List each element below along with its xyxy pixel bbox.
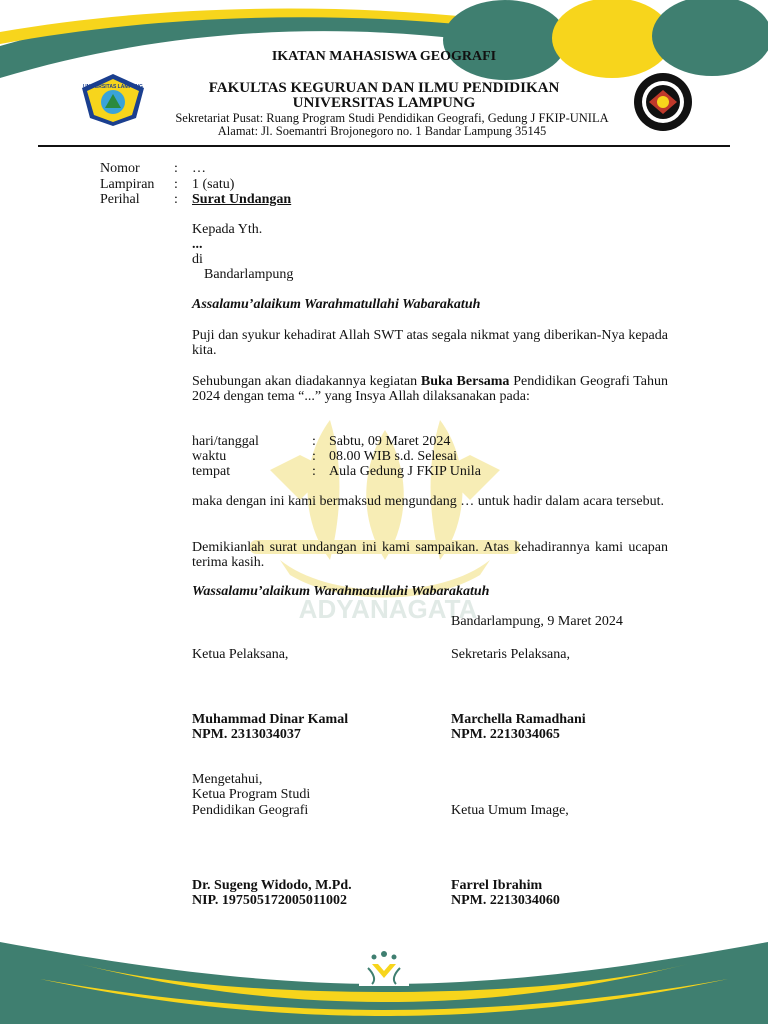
detail-value-place: Aula Gedung J FKIP Unila (329, 464, 481, 479)
left-signer-name: Muhammad Dinar Kamal (192, 712, 349, 727)
acknowledge-role-2: Pendidikan Geografi (192, 803, 309, 818)
paragraph-4: Demikianlah surat undangan ini kami sampaikan. Atas kehadirannya kami ucapan terima kasih. (192, 540, 668, 570)
detail-colon: : (312, 449, 316, 464)
header-rule (38, 145, 730, 147)
acknowledge-role-1: Ketua Program Studi (192, 787, 311, 802)
nomor-value: … (192, 161, 206, 176)
footer-decoration (0, 924, 768, 1024)
detail-colon: : (312, 434, 316, 449)
recipient-city: Bandarlampung (204, 267, 294, 282)
event-name: Buka Bersama (420, 374, 510, 389)
footer-emblem-icon (359, 946, 409, 986)
nomor-colon: : (174, 161, 178, 176)
detail-value-date: Sabtu, 09 Maret 2024 (329, 434, 451, 449)
paragraph-3: maka dengan ini kami bermaksud mengundang … untuk hadir dalam acara tersebut. (192, 494, 664, 509)
logo-left-caption: UNIVERSITAS LAMPUNG (83, 84, 143, 90)
right-signer-name: Marchella Ramadhani (451, 712, 586, 727)
right-signer-name-2: Farrel Ibrahim (451, 878, 543, 893)
detail-label-place: tempat (192, 464, 231, 479)
left-signer-name-2: Dr. Sugeng Widodo, M.Pd. (192, 878, 352, 893)
paragraph-2: Sehubungan akan diadakannya kegiatan Buka Bersama Pendidikan Geografi Tahun 2024 dengan tema “...” yang Insya Allah dilaksanakan pada: (192, 374, 669, 404)
perihal-label: Perihal (100, 192, 140, 207)
left-signer-id: NPM. 2313034037 (192, 727, 301, 742)
header-address-1: Sekretariat Pusat: Ruang Program Studi Pendidikan Geografi, Gedung J FKIP-UNILA (175, 111, 609, 125)
left-signer-id-2: NIP. 197505172005011002 (192, 893, 348, 908)
opening-salam: Assalamu’alaikum Warahmatullahi Wabarakatuh (192, 297, 481, 312)
detail-value-time: 08.00 WIB s.d. Selesai (329, 449, 458, 464)
nomor-label: Nomor (100, 161, 140, 176)
lampiran-value: 1 (satu) (192, 177, 235, 192)
place-date: Bandarlampung, 9 Maret 2024 (451, 614, 623, 629)
left-role: Ketua Pelaksana, (192, 647, 289, 662)
right-signer-id-2: NPM. 2213034060 (451, 893, 560, 908)
recipient-name: ... (192, 237, 203, 252)
right-role: Sekretaris Pelaksana, (451, 647, 570, 662)
perihal-value: Surat Undangan (192, 192, 292, 207)
header-line-2: FAKULTAS KEGURUAN DAN ILMU PENDIDIKAN (208, 80, 560, 96)
detail-label-date: hari/tanggal (192, 434, 259, 449)
detail-label-time: waktu (192, 449, 227, 464)
lampiran-colon: : (174, 177, 178, 192)
recipient-greeting: Kepada Yth. (192, 222, 263, 237)
header-line-1: IKATAN MAHASISWA GEOGRAFI (271, 49, 497, 64)
lampiran-label: Lampiran (100, 177, 155, 192)
right-role-2: Ketua Umum Image, (451, 803, 569, 818)
detail-colon: : (312, 464, 316, 479)
header-address-2: Alamat: Jl. Soemantri Brojonegoro no. 1 Bandar Lampung 35145 (217, 124, 547, 138)
right-signer-id: NPM. 2213034065 (451, 727, 560, 742)
paragraph-1: Puji dan syukur kehadirat Allah SWT atas segala nikmat yang diberikan-Nya kepada kita. (192, 328, 668, 358)
watermark-text: ADYANAGATA (298, 594, 478, 624)
acknowledge-label: Mengetahui, (192, 772, 263, 787)
header-line-3: UNIVERSITAS LAMPUNG (292, 95, 476, 111)
recipient-di: di (192, 252, 203, 267)
closing-salam: Wassalamu’alaikum Warahmatullahi Wabarakatuh (192, 584, 490, 599)
perihal-colon: : (174, 192, 178, 207)
